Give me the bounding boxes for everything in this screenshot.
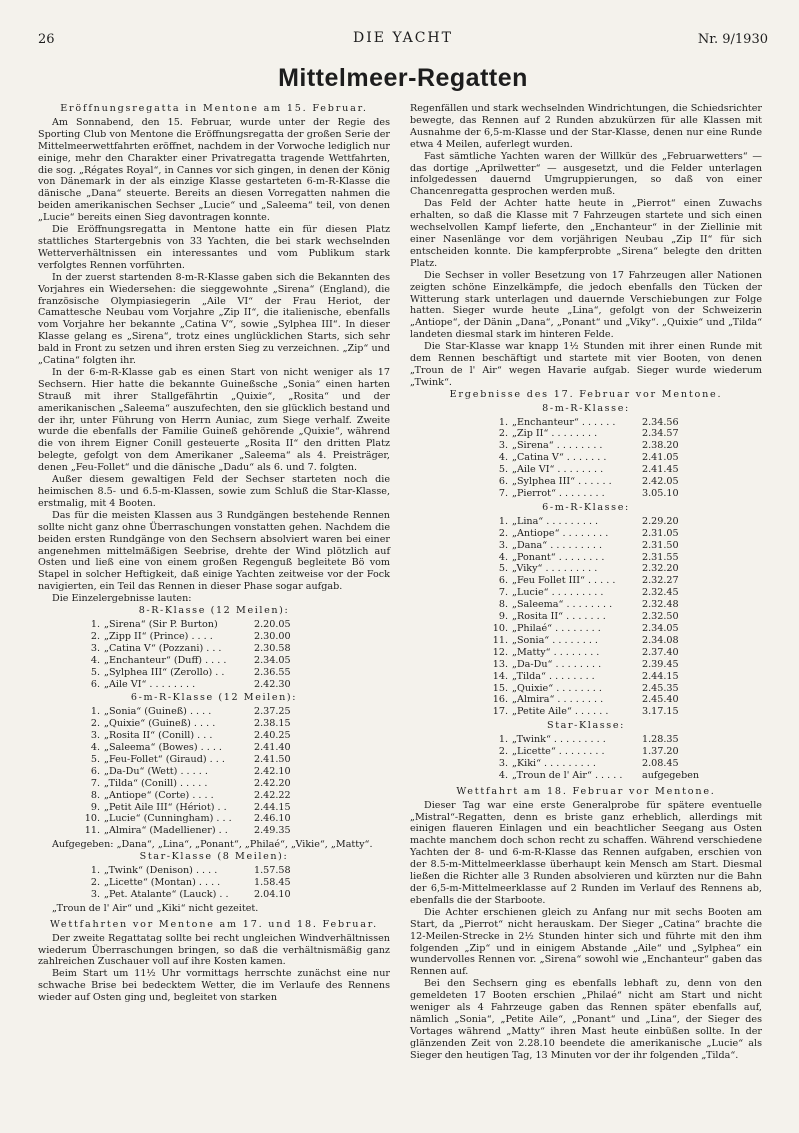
paragraph: In der zuerst startenden 8-m-R-Klasse gaben sich die Bekannten des Vorjahres ein Wiedersehen: die sieggewohnte „Sirena“ (England), die französische Olympiasiegerin „Aile VI“ der Frau Heriot, der Camattesche Neubau vom Vorjahre „Zip II“, die italienische, ebenfalls vom Vorjahre her bekannte „Catina V“, sowie „Sylphea III“. In dieser Klasse gelang es „Sirena“, trotz eines unglücklichen Starts, sich sehr bald in Front zu setzen und ihren ersten Sieg zu verzeichnen. „Zip“ und „Catina“ folgten ihr. [38, 271, 390, 367]
result-boat: „Twink“ . . . . . . . . . [512, 734, 606, 746]
result-row [410, 563, 762, 575]
result-row [38, 766, 390, 778]
result-time: 2.31.05 [642, 527, 679, 539]
result-row [38, 742, 390, 754]
result-rank: 10. [84, 813, 100, 825]
result-row [410, 452, 762, 464]
result-time: 2.40.25 [254, 730, 291, 742]
result-time: 2.45.35 [642, 682, 679, 694]
result-row [410, 659, 762, 671]
result-boat: „Ponant“ . . . . . . . . [512, 551, 605, 563]
result-rank: 2. [90, 877, 100, 888]
result-time: 2.32.48 [642, 599, 679, 611]
result-boat: „Tilda“ (Conill) . . . . . [104, 777, 208, 789]
result-row [410, 683, 762, 695]
result-rank: 6. [498, 476, 508, 488]
result-rank: 2. [90, 630, 100, 642]
result-row [38, 667, 390, 679]
result-rank: 9. [498, 611, 508, 623]
subheading: Wettfahrt am 18. Februar vor Mentone. [456, 785, 716, 797]
result-rank: 16. [492, 694, 508, 706]
result-rank: 1. [498, 515, 508, 527]
result-rank: 13. [492, 658, 508, 670]
result-time: 2.04.10 [254, 888, 291, 900]
result-time: 2.41.45 [642, 464, 679, 476]
result-row [410, 528, 762, 540]
result-rank: 6. [90, 678, 100, 690]
magazine-title: DIE YACHT [353, 30, 453, 46]
result-time: 1.58.45 [254, 877, 291, 888]
result-row [410, 552, 762, 564]
result-time: 1.28.35 [642, 734, 679, 746]
results-heading: 8-m-R-Klasse: [542, 402, 630, 414]
result-boat: „Sylphea III“ . . . . . . [512, 476, 612, 488]
result-row [38, 655, 390, 667]
result-rank: 3. [90, 730, 100, 742]
result-time: 3.17.15 [642, 706, 679, 718]
result-time: 2.32.27 [642, 575, 679, 587]
result-boat: „Aile VI“ . . . . . . . . [512, 464, 604, 476]
result-row [410, 540, 762, 552]
result-rank: 10. [492, 622, 508, 634]
result-boat: „Sonia“ (Guineß) . . . . [104, 706, 212, 718]
paragraph: Bei den Sechsern ging es ebenfalls lebhaft zu, denn von den gemeldeten 17 Booten erschien „Philaé“ nicht am Start und nicht weniger als 4 Fahrzeuge gaben das Rennen später ebenfalls auf, nämlich „Sonia“, „Petite Aile“, „Ponant“ und „Lina“, der Sieger des Vortages während „Matty“ ihren Mast heute einbüßen sollte. In der glänzenden Zeit von 2.28.10 beendete die amerikanische „Lucie“ als Sieger den heutigen Tag, 13 Minuten vor der ihr folgenden „Tilda“. [410, 978, 762, 1061]
result-boat: „Quixie“ . . . . . . . . [512, 682, 602, 694]
paragraph: Beim Start um 11½ Uhr vormittags herrschte zunächst eine nur schwache Brise bei bedecktem Wetter, die im Verlaufe des Rennens wieder auf Osten ging und, begleitet von starken [38, 968, 390, 1004]
result-time: aufgegeben [642, 769, 700, 781]
result-rank: 4. [498, 452, 508, 464]
result-boat: „Philaé“ . . . . . . . . [512, 622, 601, 634]
result-rank: 5. [498, 563, 508, 575]
article-title: Mittelmeer-Regatten [278, 64, 528, 92]
results-heading: 6-m-R-Klasse: [542, 501, 630, 513]
result-rank: 6. [498, 575, 508, 587]
result-row [38, 619, 390, 631]
result-rank: 1. [90, 618, 100, 630]
result-time: 2.34.05 [642, 622, 679, 634]
result-rank: 3. [90, 888, 100, 900]
results-table [410, 516, 762, 718]
result-row [410, 770, 762, 782]
paragraph: Das Feld der Achter hatte heute in „Pierrot“ einen Zuwachs erhalten, so daß die Klasse mit 7 Fahrzeugen startete und sich einen wechselvollen Kampf lieferte, den „Enchanteur“ in der Ziellinie mit einer Nasenlänge vor dem vorjährigen Neubau „Zip II“ für sich entscheiden konnte. Die kampferprobte „Sirena“ belegte den dritten Platz. [410, 198, 762, 269]
result-rank: 11. [492, 634, 508, 646]
results-table [38, 619, 390, 690]
result-row [410, 647, 762, 659]
result-row [38, 778, 390, 790]
subheading: Eröffnungsregatta in Mentone am 15. Februar. [60, 103, 368, 114]
result-row [410, 417, 762, 429]
result-time: 2.41.50 [254, 753, 291, 765]
result-boat: „Sirena“ (Sir P. Burton) [104, 618, 218, 630]
result-boat: „Pet. Atalante“ (Lauck) . . [104, 888, 229, 900]
result-boat: „Matty“ . . . . . . . . [512, 646, 600, 658]
result-row [38, 889, 390, 901]
results-table [410, 417, 762, 500]
result-rank: 14. [492, 670, 508, 682]
result-row [410, 488, 762, 500]
result-time: 2.08.45 [642, 757, 679, 769]
result-boat: „Licette“ . . . . . . . . [512, 746, 605, 758]
result-boat: „Quixie“ (Guineß) . . . . [104, 718, 216, 730]
results-note: Aufgegeben: „Dana“, „Lina“, „Ponant“, „Philaé“, „Vikie“, „Matty“. [52, 839, 373, 851]
results-heading: Star-Klasse: [547, 720, 625, 732]
result-boat: „Almira“ (Madelliener) . . [104, 825, 228, 837]
result-time: 2.42.30 [254, 678, 291, 690]
result-boat: „Pierrot“ . . . . . . . . [512, 488, 605, 499]
result-time: 1.37.20 [642, 746, 679, 758]
results-heading: Star-Klasse (8 Meilen): [139, 851, 289, 863]
result-rank: 9. [90, 801, 100, 813]
result-boat: „Kiki“ . . . . . . . . . [512, 757, 596, 769]
result-row [38, 754, 390, 766]
result-boat: „Sonia“ . . . . . . . . [512, 634, 598, 646]
subheading: Wettfahrten vor Mentone am 17. und 18. Februar. [50, 918, 378, 930]
result-time: 2.42.20 [254, 777, 291, 789]
result-boat: „Antiope“ (Corte) . . . . [104, 789, 214, 801]
result-rank: 5. [498, 464, 508, 476]
result-boat: „Tilda“ . . . . . . . . [512, 670, 595, 682]
result-rank: 17. [492, 706, 508, 718]
result-rank: 7. [90, 777, 100, 789]
result-boat: „Enchanteur“ . . . . . . [512, 416, 616, 428]
result-row [38, 790, 390, 802]
result-row [410, 758, 762, 770]
result-row [410, 587, 762, 599]
result-boat: „Dana“ . . . . . . . . . [512, 539, 603, 551]
result-row [410, 623, 762, 635]
result-rank: 5. [90, 753, 100, 765]
result-row [410, 635, 762, 647]
result-time: 2.32.50 [642, 611, 679, 623]
result-row [410, 599, 762, 611]
result-rank: 3. [498, 539, 508, 551]
page-header [38, 28, 768, 50]
page [38, 28, 768, 1118]
result-boat: „Saleema“ (Bowes) . . . . [104, 742, 222, 754]
paragraph: Regenfällen und stark wechselnden Windrichtungen, die Schiedsrichter bewegte, das Rennen auf 2 Runden abzukürzen für alle Klassen mit Ausnahme der 6,5-m-Klasse und der Star-Klasse, denen nur eine Runde etwa 4 Meilen, auferlegt wurden. [410, 103, 762, 150]
result-rank: 3. [498, 440, 508, 452]
result-row [38, 730, 390, 742]
result-boat: „Petite Aile“ . . . . . . [512, 706, 609, 718]
left-column [38, 103, 390, 1004]
result-rank: 4. [90, 742, 100, 754]
results-heading: 8-R-Klasse (12 Meilen): [138, 605, 290, 617]
result-time: 2.31.55 [642, 551, 679, 563]
result-time: 2.42.10 [254, 765, 291, 777]
result-rank: 1. [498, 416, 508, 428]
result-boat: „Almira“ . . . . . . . . [512, 694, 604, 706]
result-boat: „Enchanteur“ (Duff) . . . . [104, 654, 227, 666]
result-time: 2.31.50 [642, 539, 679, 551]
result-time: 2.37.25 [254, 706, 291, 718]
result-boat: „Licette“ (Montan) . . . . [104, 877, 221, 888]
result-row [410, 464, 762, 476]
result-boat: „Rosita II“ (Conill) . . . [104, 730, 213, 742]
result-rank: 4. [90, 654, 100, 666]
result-time: 3.05.10 [642, 488, 679, 499]
result-row [38, 877, 390, 889]
result-rank: 2. [498, 428, 508, 440]
result-boat: „Twink“ (Denison) . . . . [104, 865, 218, 877]
results-heading: 6-m-R-Klasse (12 Meilen): [130, 692, 298, 704]
result-time: 2.32.20 [642, 563, 679, 575]
issue-number: Nr. 9/1930 [697, 32, 768, 47]
result-row [410, 706, 762, 718]
result-row [410, 671, 762, 683]
result-time: 2.39.45 [642, 658, 679, 670]
result-row [38, 643, 390, 655]
result-time: 2.38.20 [642, 440, 679, 452]
result-rank: 1. [498, 734, 508, 746]
result-row [38, 718, 390, 730]
result-time: 1.57.58 [254, 865, 291, 877]
result-row [38, 802, 390, 814]
result-time: 2.45.40 [642, 694, 679, 706]
result-rank: 4. [498, 551, 508, 563]
result-time: 2.32.45 [642, 587, 679, 599]
result-boat: „Sylphea III“ (Zerollo) . . [104, 666, 225, 678]
result-row [410, 428, 762, 440]
result-boat: „Antiope“ . . . . . . . . [512, 527, 609, 539]
right-column [410, 103, 762, 1062]
result-row [410, 694, 762, 706]
result-rank: 3. [498, 757, 508, 769]
result-boat: „Zip II“ . . . . . . . . [512, 428, 598, 440]
result-row [410, 476, 762, 488]
results-table [38, 706, 390, 837]
result-rank: 7. [498, 587, 508, 599]
result-time: 2.29.20 [642, 515, 679, 527]
result-row [410, 516, 762, 528]
result-time: 2.37.40 [642, 646, 679, 658]
result-time: 2.41.40 [254, 742, 291, 754]
result-rank: 8. [498, 599, 508, 611]
result-time: 2.44.15 [254, 801, 291, 813]
result-time: 2.34.56 [642, 416, 679, 428]
result-time: 2.46.10 [254, 813, 291, 825]
result-boat: „Lina“ . . . . . . . . . [512, 515, 599, 527]
result-row [38, 813, 390, 825]
result-rank: 2. [498, 527, 508, 539]
result-boat: „Troun de l' Air“ . . . . . [512, 769, 623, 781]
result-time: 2.34.05 [254, 654, 291, 666]
result-time: 2.49.35 [254, 825, 291, 837]
result-rank: 2. [498, 746, 508, 758]
paragraph: Fast sämtliche Yachten waren der Willkür des „Februarwetters“ — das dortige „Aprilwetter“ — ausgesetzt, und die Felder unterlagen infolgedessen dauernd Umgruppierungen, so daß von einer Chancenregatta gesprochen werden muß. [410, 150, 762, 198]
result-boat: „Zipp II“ (Prince) . . . . [104, 630, 213, 642]
result-time: 2.34.08 [642, 634, 679, 646]
result-rank: 2. [90, 718, 100, 730]
result-rank: 11. [84, 825, 100, 837]
result-time: 2.30.58 [254, 642, 291, 654]
result-boat: „Aile VI“ . . . . . . . . [104, 678, 196, 690]
result-boat: „Rosita II“ . . . . . . . [512, 611, 606, 623]
result-row [410, 611, 762, 623]
result-rank: 4. [498, 769, 508, 781]
paragraph: Am Sonnabend, den 15. Februar, wurde unter der Regie des Sporting Club von Mentone die Eröffnungsregatta der großen Serie der Mittelmeerwettfahrten eröffnet, nachdem in der Vorwoche lediglich nur einige, mehr den Charakter einer Privatregatta tragende Wettfahrten, die sog. „Régates Royal“, in Cannes vor sich gingen, in denen der König von Dänemark in der als einzige Klasse gestarteten 6-m-R-Klasse die dänische „Dana“ steuerte. Bereits an diesen Vorregatten nahmen die beiden amerikanischen Sechser „Lucie“ und „Saleema“ teil, von denen „Lucie“ bereits einen Sieg davontragen konnte. [38, 116, 390, 224]
result-rank: 6. [90, 765, 100, 777]
result-rank: 5. [90, 666, 100, 678]
result-time: 2.34.57 [642, 428, 679, 440]
result-rank: 8. [90, 789, 100, 801]
result-time: 2.20.05 [254, 618, 291, 630]
result-boat: „Feu Follet III“ . . . . . [512, 575, 616, 587]
paragraph: In der 6-m-R-Klasse gab es einen Start von nicht weniger als 17 Sechsern. Hier hatte die bekannte Guineßsche „Sonia“ einen harten Strauß mit ihrer Stallgefährtin „Quixie“, „Rosita“ und der amerikanischen „Saleema“ auszufechten, den sie glücklich bestand und der ihr, unter Führung von Herrn Auniac, zum Siege verhalf. Zweite wurde die ebenfalls der Familie Guineß gehörende „Quixie“, während die von ihrem Eigner Conill gesteuerte „Rosita II“ den dritten Platz belegte, gefolgt von dem Amerikaner „Saleema“ als 4. Preisträger, denen „Feu-Follet“ und die dänische „Dadu“ als 6. und 7. folgten. [38, 366, 390, 474]
result-rank: 15. [492, 682, 508, 694]
result-time: 2.44.15 [642, 670, 679, 682]
result-time: 2.42.05 [642, 476, 679, 488]
paragraph: Die Sechser in voller Besetzung von 17 Fahrzeugen aller Nationen zeigten schöne Einzelkämpfe, die jedoch ebenfalls den Tücken der Witterung stark unterlagen und dauernde Verschiebungen zur Folge hatten. Sieger wurde heute „Lina“, gefolgt von der Schweizerin „Antiope“, der Dänin „Dana“, „Ponant“ und „Viky“. „Quixie“ und „Tilda“ landeten diesmal stark im hinteren Felde. [410, 269, 762, 341]
results-table [410, 734, 762, 782]
result-row [38, 706, 390, 718]
result-row [38, 679, 390, 691]
result-row [38, 825, 390, 837]
result-row [410, 746, 762, 758]
results-table [38, 865, 390, 901]
result-row [410, 734, 762, 746]
result-time: 2.41.05 [642, 452, 679, 464]
result-time: 2.36.55 [254, 666, 291, 678]
result-rank: 7. [498, 488, 508, 499]
paragraph: Die Eröffnungsregatta in Mentone hatte ein für diesen Platz stattliches Startergebnis von 33 Yachten, die bei stark wechselnden Wetterverhältnissen ein interessantes und vom Publikum stark verfolgtes Rennen vorführten. [38, 224, 390, 271]
result-rank: 1. [90, 706, 100, 718]
paragraph: Dieser Tag war eine erste Generalprobe für spätere eventuelle „Mistral“-Regatten, denn es briste ganz erheblich, allerdings mit einigen flaueren Einlagen und ein beachtlicher Seegang aus Osten machte manchem doch schon recht zu schaffen. Während verschiedene Yachten der 8- und 6-m-R-Klasse das Rennen aufgaben, erschien von der 8.5-m-Mittelmeerklasse überhaupt kein Mensch am Start. Diesmal ließen die Richter alle 3 Runden absolvieren und kürzten nur die Bahn der 6,5-m-Mittelmeerklasse auf 2 Runden im Verlauf des Rennens ab, ebenfalls die der Starboote. [410, 799, 762, 906]
result-time: 2.42.22 [254, 789, 291, 801]
subheading: Ergebnisse des 17. Februar vor Mentone. [449, 388, 723, 400]
result-boat: „Viky“ . . . . . . . . . [512, 563, 598, 575]
paragraph: Außer diesem gewaltigen Feld der Sechser starteten noch die heimischen 8.5- und 6.5-m-Klassen, sowie zum Schluß die Star-Klasse, erstmalig, mit 4 Booten. [38, 474, 390, 509]
result-boat: „Da-Du“ . . . . . . . . [512, 658, 602, 670]
result-boat: „Feu-Follet“ (Giraud) . . . [104, 753, 225, 765]
page-number: 26 [38, 32, 55, 47]
paragraph: Die Achter erschienen gleich zu Anfang nur mit sechs Booten am Start, da „Pierrot“ nicht herauskam. Der Sieger „Catina“ brachte die 12-Meilen-Strecke in 2½ Stunden hinter sich und führte mit den ihm folgenden „Zip“ und in einigem Abstande „Aile“ und „Sylphea“ ein wundervolles Rennen vor. „Sirena“ sowohl wie „Enchanteur“ gaben das Rennen auf. [410, 906, 762, 978]
result-boat: „Saleema“ . . . . . . . . [512, 599, 613, 611]
result-row [38, 865, 390, 877]
result-rank: 3. [90, 642, 100, 654]
result-rank: 12. [492, 646, 508, 658]
result-row [38, 631, 390, 643]
result-row [410, 440, 762, 452]
paragraph: Die Einzelergebnisse lauten: [52, 593, 192, 605]
paragraph: Das für die meisten Klassen aus 3 Rundgängen bestehende Rennen sollte nicht ganz ohne Überraschungen vonstatten gehen. Nachdem die beiden ersten Rundgänge von den Sechsern absolviert waren bei einer angenehmen mittelmäßigen Seebrise, drehte der Wind plötzlich auf Osten und ließ eine von einem großen Regenguß begleitete Bö vom Stapel in solcher Heftigkeit, daß einige Yachten zeitweise vor der Fock navigierten, ein Teil das Rennen in dieser Phase sogar aufgab. [38, 509, 390, 593]
paragraph: Die Star-Klasse war knapp 1½ Stunden mit ihrer einen Runde mit dem Rennen beschäftigt und startete mit vier Booten, von denen „Troun de l' Air“ wegen Havarie aufgab. Sieger wurde wiederum „Twink“. [410, 341, 762, 388]
paragraph: Der zweite Regattatag sollte bei recht ungleichen Windverhältnissen wiederum Überraschungen bringen, so daß die verhältnismäßig ganz zahlreichen Zuschauer voll auf ihre Kosten kamen. [38, 932, 390, 968]
result-boat: „Da-Du“ (Wett) . . . . . [104, 765, 208, 777]
result-boat: „Sirena“ . . . . . . . . [512, 440, 603, 452]
result-time: 2.38.15 [254, 718, 291, 730]
result-row [410, 575, 762, 587]
result-boat: „Catina V“ . . . . . . . [512, 452, 607, 464]
result-boat: „Petit Aile III“ (Hériot) . . [104, 801, 227, 813]
results-note: „Troun de l' Air“ und „Kiki“ nicht gezeitet. [52, 902, 259, 914]
result-boat: „Lucie“ (Cunningham) . . . [104, 813, 232, 825]
result-time: 2.30.00 [254, 630, 291, 642]
result-rank: 1. [90, 865, 100, 877]
result-boat: „Lucie“ . . . . . . . . . [512, 587, 604, 599]
result-boat: „Catina V“ (Pozzani) . . . [104, 642, 222, 654]
